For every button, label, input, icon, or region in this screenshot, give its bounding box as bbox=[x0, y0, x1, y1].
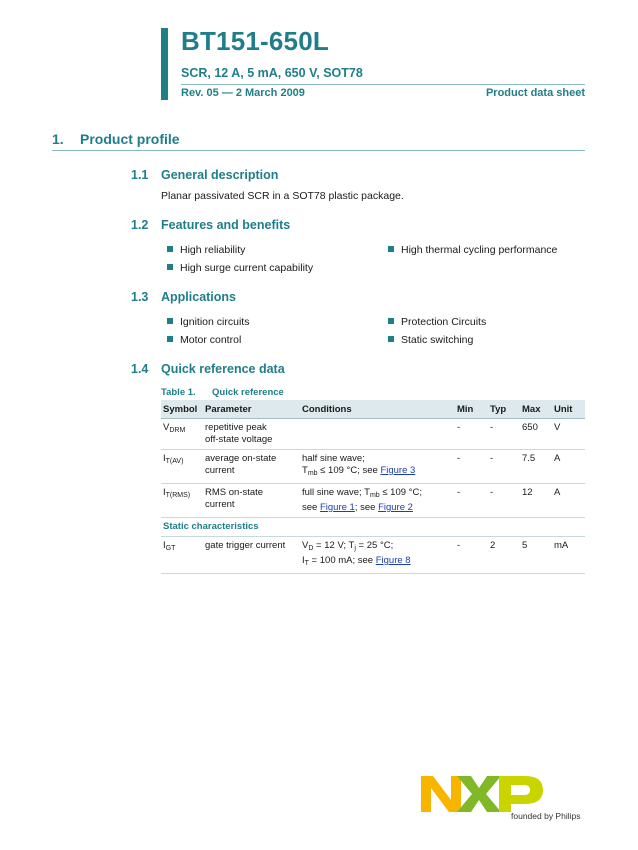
condition-text: V bbox=[302, 540, 309, 551]
section-heading-product-profile bbox=[52, 131, 180, 147]
subsection-heading-quick-reference bbox=[131, 362, 285, 376]
typ-cell: - bbox=[488, 419, 520, 450]
unit-cell: mA bbox=[552, 537, 585, 574]
bullet-icon bbox=[167, 318, 173, 324]
condition-subscript: j bbox=[354, 545, 356, 552]
typ-cell: 2 bbox=[488, 537, 520, 574]
condition-text: T bbox=[302, 465, 308, 476]
quick-reference-table bbox=[161, 400, 585, 574]
doc-type-label: Product data sheet bbox=[485, 87, 585, 99]
subsection-heading-features bbox=[131, 218, 290, 232]
bullet-icon bbox=[167, 246, 173, 252]
table-number: Table 1. bbox=[161, 387, 196, 398]
logo-tagline: founded by Philips bbox=[511, 811, 581, 821]
symbol-subscript: T(RMS) bbox=[165, 492, 191, 499]
header-cell: Unit bbox=[552, 400, 585, 419]
parameter-line: repetitive peak bbox=[205, 422, 267, 433]
symbol-subscript: GT bbox=[165, 545, 176, 552]
table-caption bbox=[161, 387, 284, 398]
unit-cell: V bbox=[552, 419, 585, 450]
subsection-title: Features and benefits bbox=[161, 218, 291, 232]
condition-subscript: mb bbox=[307, 470, 318, 477]
conditions-cell bbox=[300, 419, 455, 450]
condition-text: = 25 °C; bbox=[355, 540, 394, 551]
header-cell: Conditions bbox=[300, 400, 455, 419]
bullet-icon bbox=[167, 264, 173, 270]
condition-text: I bbox=[302, 555, 305, 566]
conditions-cell bbox=[300, 484, 455, 518]
figure-2-link[interactable]: Figure 2 bbox=[378, 502, 413, 513]
parameter-cell: gate trigger current bbox=[203, 537, 300, 574]
feature-text: High surge current capability bbox=[180, 262, 314, 274]
header-cell: Parameter bbox=[203, 400, 300, 419]
condition-subscript: mb bbox=[369, 492, 380, 499]
revision-label: Rev. 05 — 2 March 2009 bbox=[181, 87, 305, 99]
feature-text: High thermal cycling performance bbox=[401, 244, 558, 256]
parameter-line: average on-state bbox=[205, 453, 277, 464]
condition-text: see bbox=[302, 502, 320, 513]
logo-letter-p bbox=[499, 776, 543, 812]
bullet-icon bbox=[388, 336, 394, 342]
static-characteristics-label: Static characteristics bbox=[161, 518, 585, 537]
table-row bbox=[161, 450, 585, 484]
symbol-text: V bbox=[163, 422, 170, 433]
subsection-heading-general-description bbox=[131, 168, 278, 182]
bullet-icon bbox=[167, 336, 173, 342]
typ-cell: - bbox=[488, 484, 520, 518]
general-description-text: Planar passivated SCR in a SOT78 plastic package. bbox=[161, 190, 404, 202]
header-accent-bar bbox=[161, 28, 168, 100]
header-divider bbox=[181, 84, 585, 85]
unit-cell: A bbox=[552, 484, 585, 518]
subsection-number: 1.2 bbox=[131, 218, 149, 232]
subsection-number: 1.1 bbox=[131, 168, 149, 182]
condition-text: full sine wave; T bbox=[302, 487, 370, 498]
application-text: Protection Circuits bbox=[401, 316, 487, 328]
document-title: BT151-650L bbox=[181, 26, 329, 56]
condition-line: half sine wave; bbox=[302, 453, 365, 464]
application-text: Static switching bbox=[401, 334, 474, 346]
max-cell: 7.5 bbox=[520, 450, 552, 484]
header-cell: Max bbox=[520, 400, 552, 419]
min-cell: - bbox=[455, 484, 488, 518]
table-header-row bbox=[161, 400, 585, 419]
bullet-icon bbox=[388, 246, 394, 252]
min-cell: - bbox=[455, 419, 488, 450]
table-row bbox=[161, 484, 585, 518]
condition-text: ≤ 109 °C; bbox=[379, 487, 422, 498]
max-cell: 12 bbox=[520, 484, 552, 518]
application-item bbox=[388, 334, 473, 346]
subsection-heading-applications bbox=[131, 290, 236, 304]
table-title: Quick reference bbox=[212, 387, 284, 398]
symbol-cell bbox=[161, 450, 203, 484]
feature-item bbox=[388, 244, 557, 256]
application-item bbox=[167, 334, 241, 346]
condition-subscript: T bbox=[304, 560, 309, 567]
header-cell: Typ bbox=[488, 400, 520, 419]
symbol-text: I bbox=[163, 453, 166, 464]
symbol-subscript: T(AV) bbox=[165, 458, 184, 465]
parameter-line: RMS on-state bbox=[205, 487, 264, 498]
condition-text: ≤ 109 °C; see bbox=[317, 465, 381, 476]
figure-1-link[interactable]: Figure 1 bbox=[319, 502, 355, 513]
condition-subscript: D bbox=[308, 545, 314, 552]
parameter-line: current bbox=[205, 465, 235, 476]
section-number: 1. bbox=[52, 131, 64, 147]
parameter-line: off-state voltage bbox=[205, 434, 273, 445]
symbol-cell bbox=[161, 537, 203, 574]
table-section-row bbox=[161, 518, 585, 537]
feature-item bbox=[167, 244, 245, 256]
symbol-cell bbox=[161, 484, 203, 518]
symbol-cell bbox=[161, 419, 203, 450]
logo-letter-x bbox=[457, 776, 501, 812]
max-cell: 5 bbox=[520, 537, 552, 574]
conditions-cell bbox=[300, 450, 455, 484]
feature-item bbox=[167, 262, 313, 274]
logo-letter-n bbox=[421, 776, 461, 812]
figure-3-link[interactable]: Figure 3 bbox=[380, 465, 416, 476]
parameter-line: current bbox=[205, 499, 235, 510]
section-title: Product profile bbox=[80, 131, 180, 147]
application-text: Motor control bbox=[180, 334, 242, 346]
parameter-cell bbox=[203, 450, 300, 484]
subsection-title: General description bbox=[161, 168, 279, 182]
header-cell: Symbol bbox=[161, 400, 203, 419]
parameter-cell bbox=[203, 484, 300, 518]
section-divider bbox=[52, 150, 585, 151]
parameter-cell bbox=[203, 419, 300, 450]
header-cell: Min bbox=[455, 400, 488, 419]
typ-cell: - bbox=[488, 450, 520, 484]
bullet-icon bbox=[388, 318, 394, 324]
subsection-title: Quick reference data bbox=[161, 362, 285, 376]
application-item bbox=[167, 316, 249, 328]
table-row bbox=[161, 419, 585, 450]
application-item bbox=[388, 316, 486, 328]
symbol-text: I bbox=[163, 487, 166, 498]
condition-text: = 100 mA; see bbox=[308, 555, 376, 566]
figure-8-link[interactable]: Figure 8 bbox=[375, 555, 411, 566]
subsection-number: 1.4 bbox=[131, 362, 149, 376]
min-cell: - bbox=[455, 450, 488, 484]
unit-cell: A bbox=[552, 450, 585, 484]
condition-text: ; see bbox=[354, 502, 379, 513]
subsection-title: Applications bbox=[161, 290, 237, 304]
symbol-subscript: DRM bbox=[169, 427, 186, 434]
table-row bbox=[161, 537, 585, 574]
symbol-text: I bbox=[163, 540, 166, 551]
min-cell: - bbox=[455, 537, 488, 574]
application-text: Ignition circuits bbox=[180, 316, 250, 328]
subsection-number: 1.3 bbox=[131, 290, 149, 304]
condition-text: = 12 V; T bbox=[313, 540, 355, 551]
document-subtitle: SCR, 12 A, 5 mA, 650 V, SOT78 bbox=[181, 66, 363, 80]
feature-text: High reliability bbox=[180, 244, 246, 256]
conditions-cell bbox=[300, 537, 455, 574]
max-cell: 650 bbox=[520, 419, 552, 450]
